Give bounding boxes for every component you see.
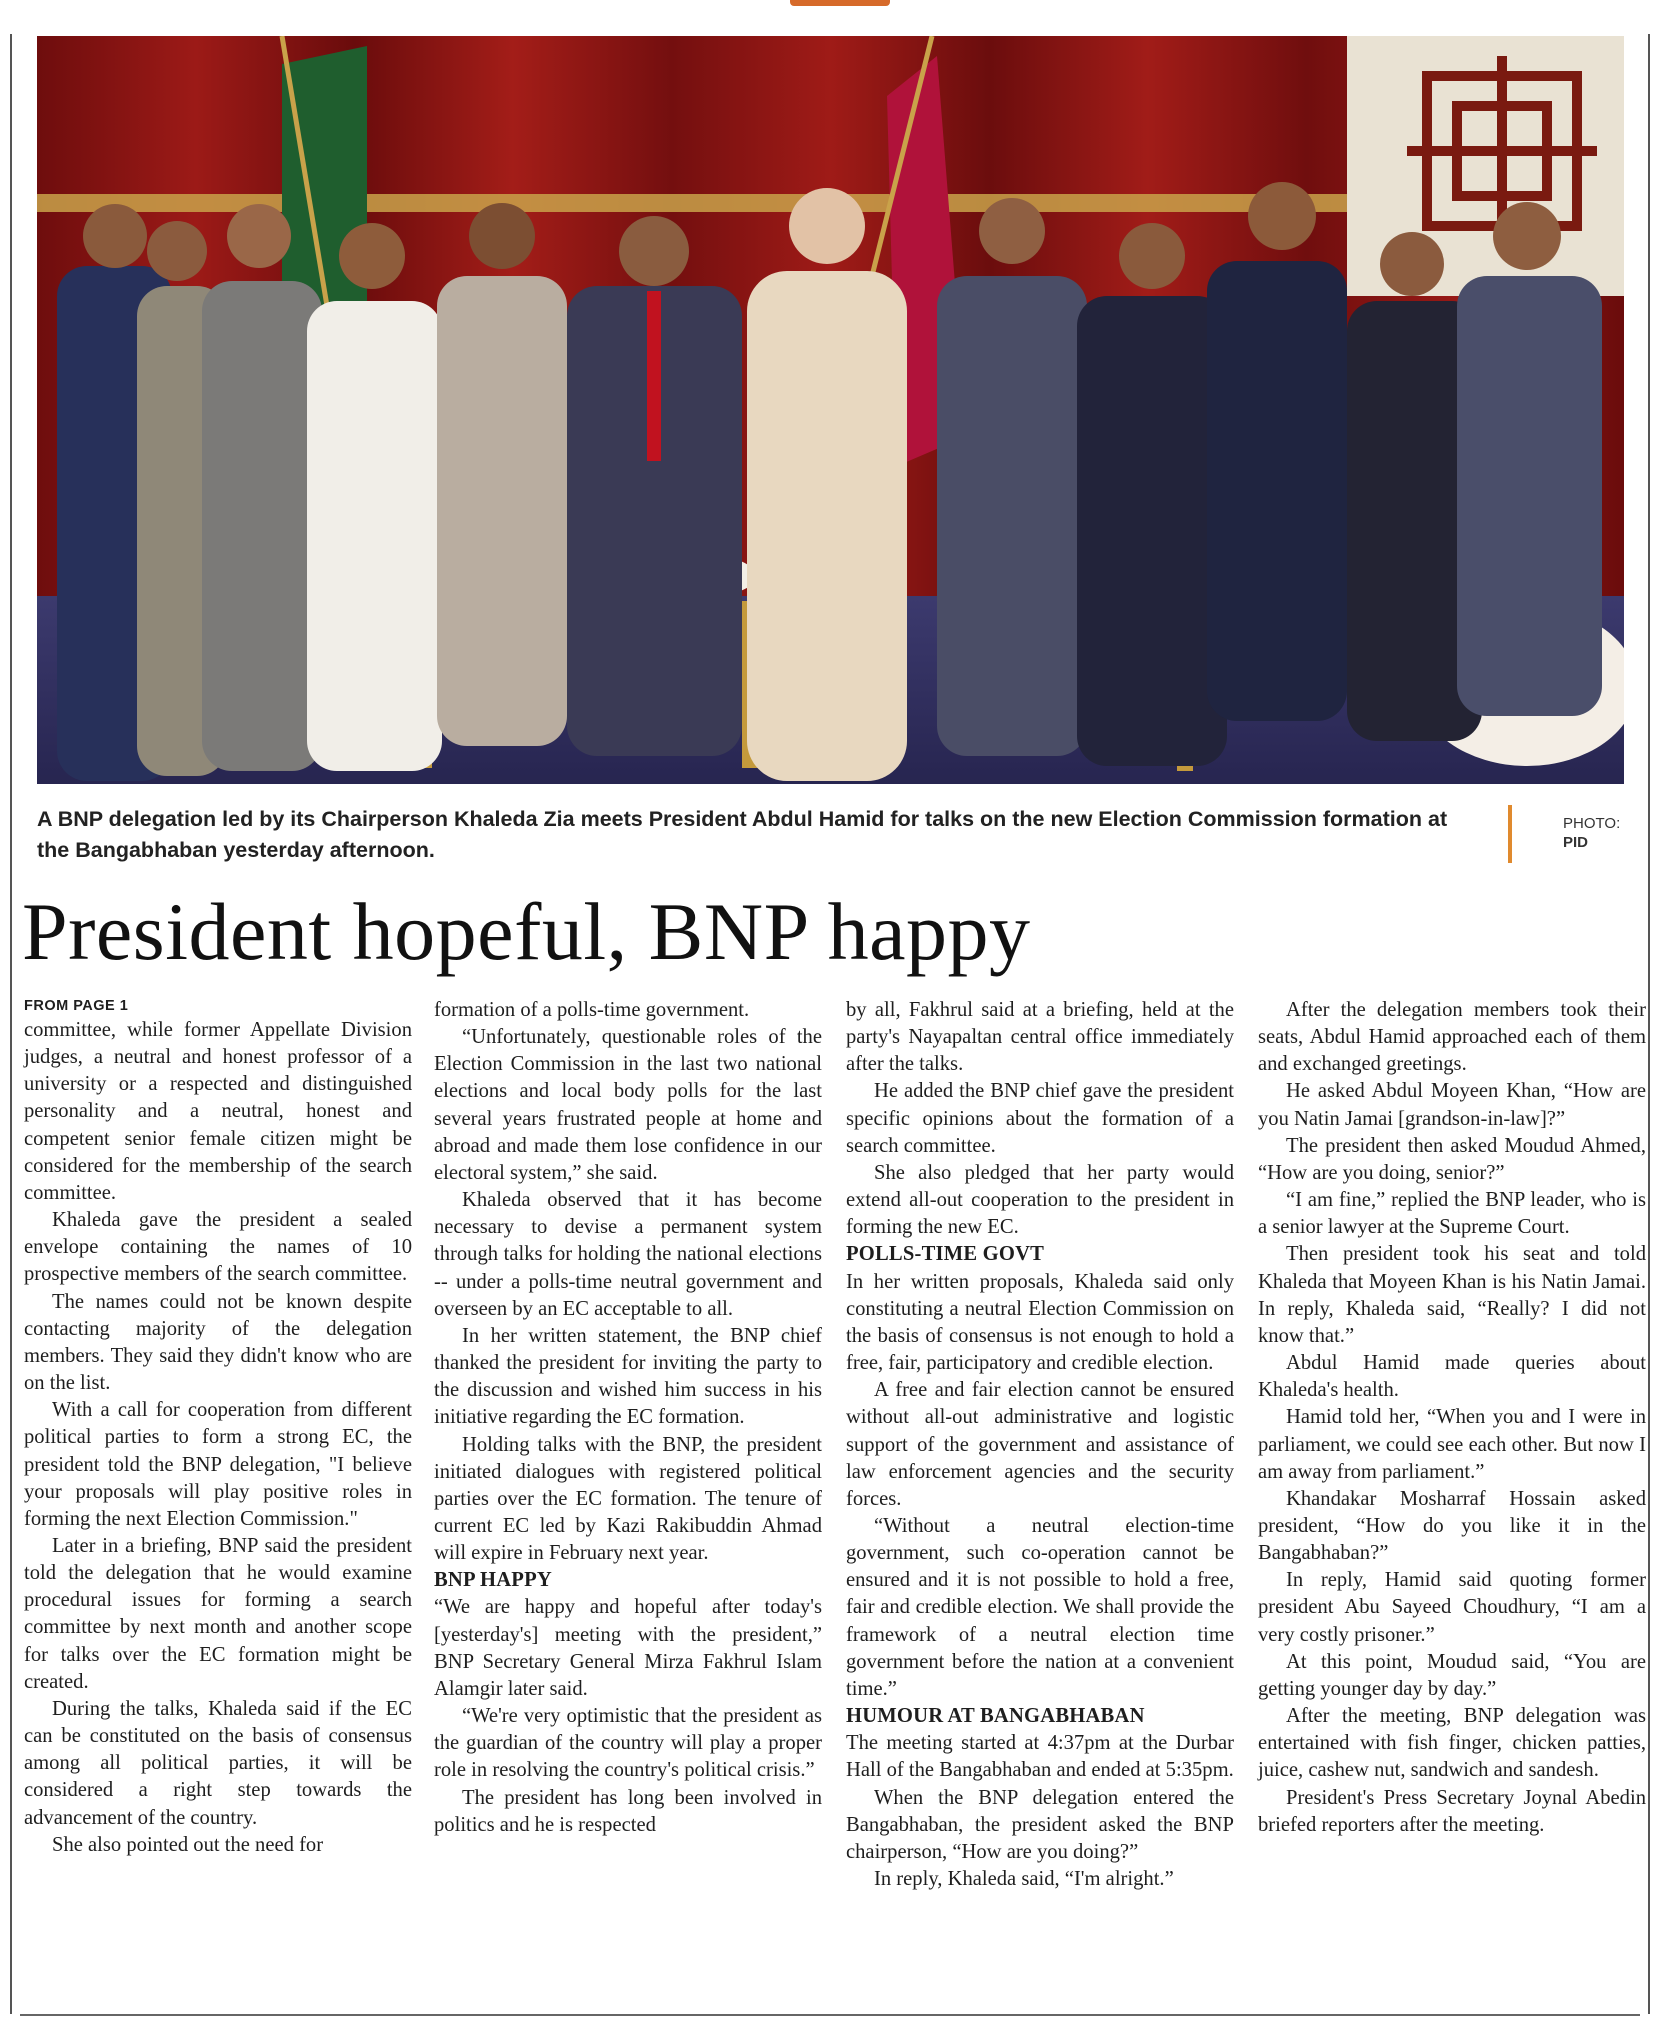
photo-credit [1563,814,1620,852]
caption-divider [1508,805,1512,863]
article-paragraph: The president has long been involved in politics and he is respected [434,1786,822,1836]
article-paragraph: She also pledged that her party would extend all-out cooperation to the president in forming the new EC. [846,1161,1234,1239]
article-paragraph: The names could not be known despite contacting majority of the delegation members. They said they didn't know who are on the list. [24,1290,412,1395]
article-column-2 [434,997,822,1839]
article-paragraph: A free and fair election cannot be ensured without all-out administrative and logistic support of the government and assistance of law enforcement agencies and the security forces. [846,1379,1234,1510]
article-paragraph: Holding talks with the BNP, the president initiated dialogues with registered political parties over the EC formation. The tenure of current EC led by Kazi Rakibuddin Ahmad will expire in February next year. [434,1433,822,1565]
col3-paragraphs [846,997,1234,1241]
article-paragraph: After the delegation members took their seats, Abdul Hamid approached each of them and exchanged greetings. [1258,999,1646,1076]
article-paragraph: formation of a polls-time government. [434,999,750,1021]
article-column-1 [24,997,412,1859]
article-paragraph: In reply, Khaleda said, “I'm alright.” [874,1868,1174,1890]
article-paragraph: by all, Fakhrul said at a briefing, held at the party's Nayapaltan central office immediately after the talks. [846,999,1234,1076]
article-paragraph: He added the BNP chief gave the president specific opinions about the formation of a search committee. [846,1080,1234,1157]
article-paragraph: In reply, Hamid said quoting former president Abu Sayeed Choudhury, “I am a very costly prisoner.” [1258,1569,1646,1646]
subhead-bnp-happy: BNP HAPPY [434,1569,552,1592]
photo-credit-source: PID [1563,834,1589,851]
col2-after-paragraphs [434,1594,822,1838]
article-paragraph: Khandakar Mosharraf Hossain asked president, “How do you like it in the Bangabhaban?” [1258,1487,1646,1565]
article-paragraph: After the meeting, BNP delegation was entertained with fish finger, chicken patties, juice, cashew nut, sandwich and sandesh. [1258,1705,1646,1782]
right-column-rule [1648,34,1650,2014]
article-paragraph: He asked Abdul Moyeen Khan, “How are you Natin Jamai [grandson-in-law]?” [1258,1080,1646,1130]
subhead-polls-time-govt: POLLS-TIME GOVT [846,1243,1045,1266]
photo-credit-label: PHOTO: [1563,815,1621,832]
article-paragraph: Khaleda gave the president a sealed envelope containing the names of 10 prospective members of the search committee. [24,1209,412,1286]
article-headline: President hopeful, BNP happy [22,886,1031,977]
col3-mid-paragraphs [846,1269,1234,1704]
article-paragraph: committee, while former Appellate Division judges, a neutral and honest professor of a university or a respected and distinguished personality and a neutral, honest and competent senior female citizen might be considered for the membership of the search committee. [24,1019,412,1204]
col4-paragraphs [1258,997,1646,1839]
article-paragraph: The president then asked Moudud Ahmed, “How are you doing, senior?” [1258,1134,1646,1184]
col1-paragraphs [24,1017,412,1859]
subhead-humour-at-bangabhaban: HUMOUR AT BANGABHABAN [846,1705,1145,1728]
news-photo [37,36,1624,784]
article-column-4 [1258,997,1646,1839]
article-paragraph: At this point, Moudud said, “You are getting younger day by day.” [1258,1650,1646,1700]
article-paragraph: “Without a neutral election-time government, such co-operation cannot be ensured and it is not possible to hold a free, fair and credible election. We shall provide the framework of a neutral election time government before the nation at a convenient time.” [846,1514,1234,1700]
article-paragraph: “I am fine,” replied the BNP leader, who is a senior lawyer at the Supreme Court. [1258,1189,1646,1239]
continuation-kicker: FROM PAGE 1 [24,998,129,1014]
article-paragraph: When the BNP delegation entered the Bangabhaban, the president asked the BNP chairperson, “How are you doing?” [846,1786,1234,1863]
article-paragraph: In her written statement, the BNP chief thanked the president for inviting the party to the discussion and wished him success in his initiative regarding the EC formation. [434,1324,822,1429]
article-paragraph: With a call for cooperation from different political parties to form a strong EC, the president told the BNP delegation, "I believe your proposals will play positive roles in forming the next Election Commission." [24,1399,412,1530]
article-paragraph: “We are happy and hopeful after today's [yesterday's] meeting with the president,” BNP Secretary General Mirza Fakhrul Islam Alamgir later said. [434,1596,822,1700]
article-paragraph: The meeting started at 4:37pm at the Durbar Hall of the Bangabhaban and ended at 5:35pm. [846,1732,1234,1782]
article-paragraph: Abdul Hamid made queries about Khaleda's health. [1258,1352,1646,1402]
article-paragraph: Then president took his seat and told Khaleda that Moyeen Khan is his Natin Jamai. In reply, Khaleda said, “Really? I did not know that.” [1258,1243,1646,1347]
left-column-rule [10,34,12,2014]
article-paragraph: Hamid told her, “When you and I were in parliament, we could see each other. But now I am away from parliament.” [1258,1406,1646,1483]
photo-illustration [37,36,1624,784]
article-paragraph: “Unfortunately, questionable roles of the Election Commission in the last two national elections and local body polls for the last several years frustrated people at home and abroad and made them lose confidence in our electoral system,” she said. [434,1026,822,1184]
article-paragraph: Later in a briefing, BNP said the president told the delegation that he would examine procedural issues for forming a search committee by next month and another scope for talks over the EC formation might be created. [24,1534,412,1693]
page-top-accent [790,0,890,6]
page-bottom-rule [20,2014,1640,2016]
article-paragraph: In her written proposals, Khaleda said only constituting a neutral Election Commission on the basis of consensus is not enough to hold a free, fair, participatory and credible election. [846,1270,1234,1375]
col2-paragraphs [434,997,822,1567]
article-paragraph: During the talks, Khaleda said if the EC can be constituted on the basis of consensus among all political parties, it will be considered a right step towards the advancement of the country. [24,1697,412,1829]
photo-caption: A BNP delegation led by its Chairperson Khaleda Zia meets President Abdul Hamid for talks on the new Election Commission formation at the Bangabhaban yesterday afternoon. [37,807,1448,862]
article-column-3 [846,997,1234,1893]
col3-end-paragraphs [846,1730,1234,1893]
article-paragraph: Khaleda observed that it has become necessary to devise a permanent system through talks for holding the national elections -- under a polls-time neutral government and overseen by an EC acceptable to all. [434,1189,822,1320]
article-paragraph: “We're very optimistic that the president as the guardian of the country will play a proper role in resolving the country's political crisis.” [434,1705,822,1782]
article-paragraph: President's Press Secretary Joynal Abedin briefed reporters after the meeting. [1258,1786,1646,1836]
article-paragraph: She also pointed out the need for [52,1833,324,1856]
